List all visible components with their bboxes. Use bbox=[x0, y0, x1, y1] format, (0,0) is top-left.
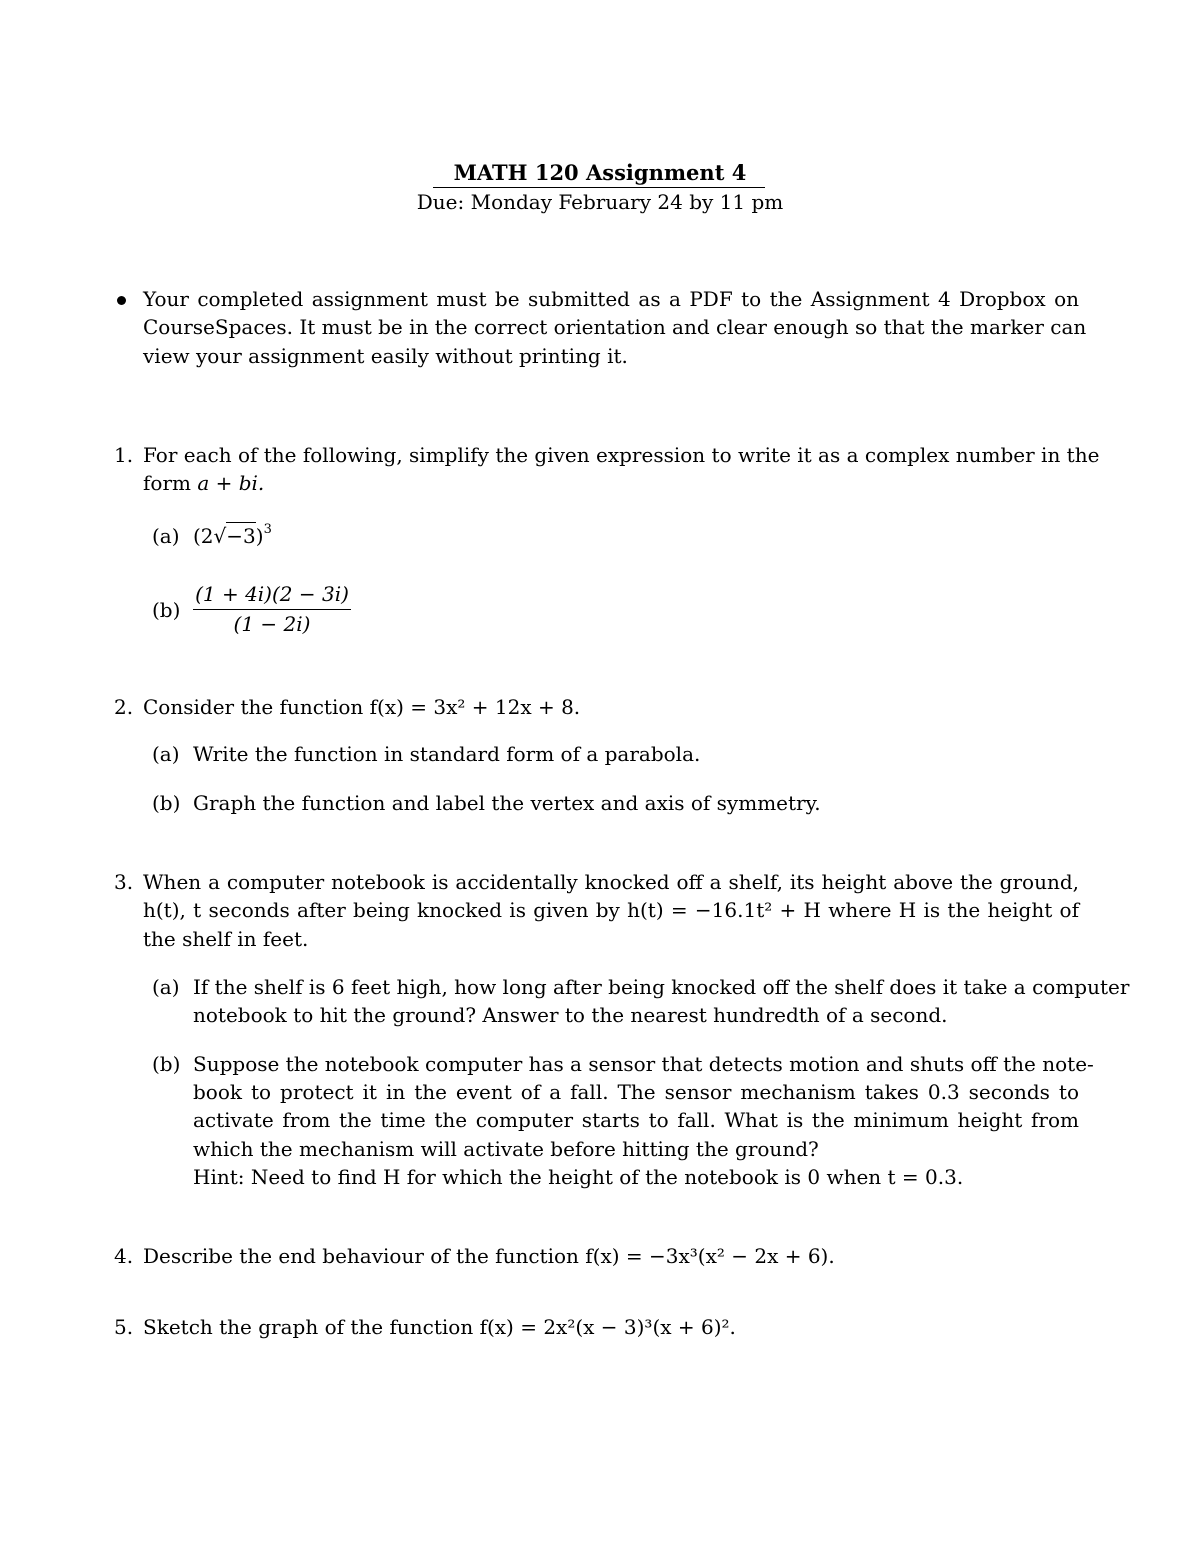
page-title: MATH 120 Assignment 4 bbox=[453, 160, 747, 185]
q3b-line-3: activate from the time the computer starts to fall. What is the minimum height from bbox=[193, 1108, 1079, 1132]
question-number: 3. bbox=[114, 870, 134, 894]
subpart-label: (b) bbox=[152, 1052, 181, 1076]
q1-line-2-math: a + bi. bbox=[197, 471, 265, 495]
instructions-line-2: CourseSpaces. It must be in the correct orientation and clear enough so that the marker can bbox=[143, 315, 1087, 339]
instructions-line-3: view your assignment easily without printing it. bbox=[143, 344, 628, 368]
q1a-open: (2 bbox=[193, 524, 214, 548]
bullet-icon bbox=[117, 296, 126, 305]
due-date: Due: Monday February 24 by 11 pm bbox=[416, 190, 784, 214]
radical-icon: √ bbox=[213, 524, 227, 548]
q3-line-2: h(t), t seconds after being knocked is given by h(t) = −16.1t² + H where H is the height of bbox=[143, 898, 1079, 922]
q2-line-1: Consider the function f(x) = 3x² + 12x + 8. bbox=[143, 695, 581, 719]
q2b-text: Graph the function and label the vertex and axis of symmetry. bbox=[193, 791, 821, 815]
q5-text: Sketch the graph of the function f(x) = 2x²(x − 3)³(x + 6)². bbox=[143, 1315, 736, 1339]
q1a-close: ) bbox=[255, 524, 264, 548]
q1-line-2 bbox=[143, 469, 264, 497]
q1-line-1: For each of the following, simplify the given expression to write it as a complex number in the bbox=[143, 443, 1100, 467]
q3b-hint: Hint: Need to find H for which the height of the notebook is 0 when t = 0.3. bbox=[193, 1165, 964, 1189]
q1b-fraction bbox=[193, 580, 351, 638]
q1a-expression bbox=[193, 522, 272, 550]
question-number: 4. bbox=[114, 1244, 134, 1268]
subpart-label: (b) bbox=[152, 791, 181, 815]
question-number: 5. bbox=[114, 1315, 134, 1339]
q3b-line-1: Suppose the notebook computer has a sensor that detects motion and shuts off the note- bbox=[193, 1052, 1094, 1076]
q3b-line-2: book to protect it in the event of a fall. The sensor mechanism takes 0.3 seconds to bbox=[193, 1080, 1079, 1104]
q2a-text: Write the function in standard form of a parabola. bbox=[193, 742, 701, 766]
subpart-label: (b) bbox=[152, 598, 181, 622]
q4-text: Describe the end behaviour of the function f(x) = −3x³(x² − 2x + 6). bbox=[143, 1244, 835, 1268]
subpart-label: (a) bbox=[152, 524, 180, 548]
question-number: 2. bbox=[114, 695, 134, 719]
q3a-line-2: notebook to hit the ground? Answer to the nearest hundredth of a second. bbox=[193, 1003, 948, 1027]
q3-line-1: When a computer notebook is accidentally knocked off a shelf, its height above the ground, bbox=[143, 870, 1079, 894]
q1a-radicand: −3 bbox=[226, 524, 256, 548]
q3-line-3: the shelf in feet. bbox=[143, 927, 309, 951]
instructions-line-1: Your completed assignment must be submitted as a PDF to the Assignment 4 Dropbox on bbox=[143, 287, 1079, 311]
q1b-denominator: (1 − 2i) bbox=[233, 612, 311, 636]
q1a-exponent: 3 bbox=[263, 522, 272, 538]
question-number: 1. bbox=[114, 443, 134, 467]
subpart-label: (a) bbox=[152, 975, 180, 999]
subpart-label: (a) bbox=[152, 742, 180, 766]
q1-line-2-prefix: form bbox=[143, 471, 198, 495]
q1b-numerator: (1 + 4i)(2 − 3i) bbox=[195, 582, 349, 606]
q3b-line-4: which the mechanism will activate before hitting the ground? bbox=[193, 1137, 819, 1161]
q3a-line-1: If the shelf is 6 feet high, how long after being knocked off the shelf does it take a computer bbox=[193, 975, 1130, 999]
